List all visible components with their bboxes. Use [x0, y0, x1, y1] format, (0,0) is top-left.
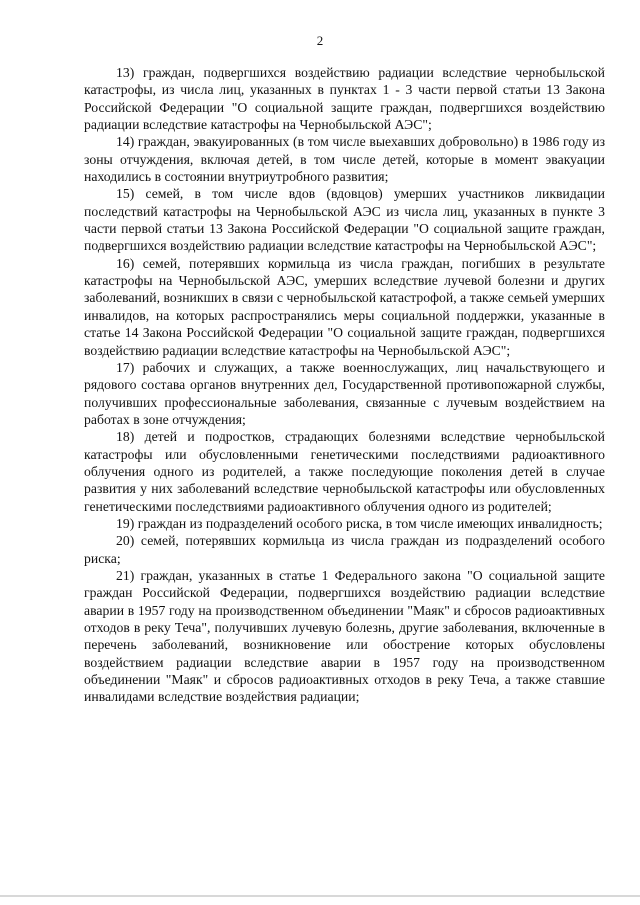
paragraph-15: 15) семей, в том числе вдов (вдовцов) умерших участников ликвидации последствий катастрофы на Чернобыльской АЭС из числа лиц, указанных в пункте 3 части первой статьи 13 Закона Российской Федерации "О социальной защите граждан, подвергшихся воздействию радиации вследствие катастрофы на Чернобыльской АЭС"; — [84, 186, 605, 254]
paragraph-17: 17) рабочих и служащих, а также военнослужащих, лиц начальствующего и рядового состава органов внутренних дел, Государственной противопожарной службы, получивших профессиональные заболевания, связанные с лучевым воздействием на работах в зоне отчуждения; — [84, 359, 605, 427]
paragraph-13: 13) граждан, подвергшихся воздействию радиации вследствие чернобыльской катастрофы, из числа лиц, указанных в пунктах 1 - 3 части первой статьи 13 Закона Российской Федерации "О социальной защите граждан, подвергшихся воздействию радиации вследствие катастрофы на Чернобыльской АЭС"; — [84, 65, 605, 133]
paragraph-14: 14) граждан, эвакуированных (в том числе выехавших добровольно) в 1986 году из зоны отчуждения, включая детей, в том числе детей, которые в момент эвакуации находились в состоянии внутриутробного развития; — [84, 134, 605, 185]
paragraph-18: 18) детей и подростков, страдающих болезнями вследствие чернобыльской катастрофы или обусловленными генетическими последствиями радиоактивного облучения одного из родителей, а также последующие поколения детей в случае развития у них заболеваний вследствие чернобыльской катастрофы или обусловленных генетическими последствиями радиоактивного облучения одного из родителей; — [84, 429, 605, 514]
document-body — [84, 64, 605, 706]
paragraph-20: 20) семей, потерявших кормильца из числа граждан из подразделений особого риска; — [84, 533, 605, 566]
page-number: 2 — [316, 33, 324, 48]
paragraph-16: 16) семей, потерявших кормильца из числа граждан, погибших в результате катастрофы на Чернобыльской АЭС, умерших вследствие лучевой болезни и других заболеваний, возникших в связи с чернобыльской катастрофой, а также семьей умерших инвалидов, на которых распространялись меры социальной поддержки, указанные в статье 14 Закона Российской Федерации "О социальной защите граждан, подвергшихся воздействию радиации вследствие катастрофы на Чернобыльской АЭС"; — [84, 255, 605, 358]
paragraph-21: 21) граждан, указанных в статье 1 Федерального закона "О социальной защите граждан Российской Федерации, подвергшихся воздействию радиации вследствие аварии в 1957 году на производственном объединении "Маяк" и сбросов радиоактивных отходов в реку Теча", получивших лучевую болезнь, другие заболевания, включенные в перечень заболеваний, возникновение или обострение которых обусловлены воздействием радиации вследствие аварии в 1957 году на производственном объединении "Маяк" и сбросов радиоактивных отходов в реку Теча, а также ставшие инвалидами вследствие воздействия радиации; — [84, 567, 605, 705]
paragraph-19: 19) граждан из подразделений особого риска, в том числе имеющих инвалидность; — [116, 515, 603, 531]
scan-bottom-edge — [0, 895, 640, 897]
